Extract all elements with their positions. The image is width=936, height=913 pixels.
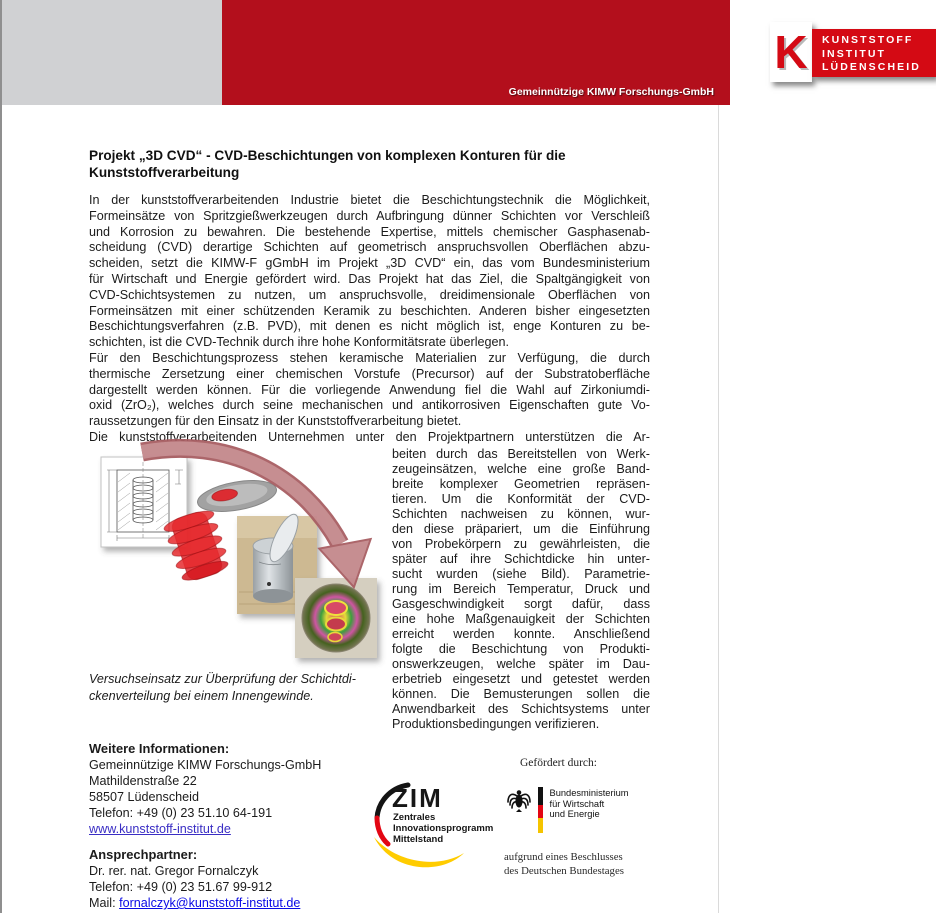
- text-line: In der kunststoffverarbeitenden Industrie bietet die Beschichtungstechnik die Möglichkeit,: [89, 193, 650, 207]
- text-line: dargestellt werden können. Für die vorliegende Anwendung fiel die Wahl auf Zirkoniumdi-: [89, 382, 650, 397]
- k-letter: K: [774, 26, 808, 78]
- ministry-logo: [506, 786, 629, 833]
- header-red-band: [222, 0, 921, 105]
- text-line: den diese präpariert, um die Einführung: [392, 522, 650, 536]
- address-line: 58507 Lüdenscheid: [89, 790, 199, 804]
- contact-heading: Ansprechpartner:: [89, 847, 198, 862]
- info-address: [89, 757, 389, 821]
- logo-line: KUNSTSTOFF: [822, 34, 914, 46]
- text-line: Beschichtungsverfahren (z.B. PVD), mit denen es nicht möglich ist, enge Konturen zu be-: [89, 319, 650, 334]
- kimw-logo-wordmark: [812, 29, 936, 77]
- text-line: Schichten nachweisen zu können, wur-: [392, 507, 650, 521]
- zim-line: Mittelstand: [393, 834, 444, 845]
- text-line: schichten, ist die CVD-Technik durch ihre hohe Konformitätsrate überlegen.: [89, 335, 510, 350]
- bundestag-line: des Deutschen Bundestages: [504, 864, 624, 877]
- caption-line: Versuchseinsatz zur Überprüfung der Schichtdi-: [89, 672, 356, 686]
- website-link[interactable]: www.kunststoff-institut.de: [89, 822, 231, 836]
- text-line: zeugeinsätzen, welche eine große Band-: [392, 462, 650, 476]
- zim-line: Zentrales: [393, 812, 436, 823]
- caption-line: ckenverteilung bei einem Innengewinde.: [89, 688, 314, 703]
- text-line: von Probekörpern zu gewährleisten, die: [392, 537, 650, 551]
- funding-label: Gefördert durch:: [520, 757, 597, 769]
- text-line: können. Die Bemusterungen sollen die: [392, 687, 650, 701]
- figure-collage: [87, 434, 399, 677]
- text-line: rung im Bereich Temperatur, Druck und: [392, 582, 650, 596]
- text-line: für Wirtschaft und Energie gefördert wird. Das Projekt hat das Ziel, die Spaltgängigkeit von: [89, 271, 650, 286]
- contact-line: Dr. rer. nat. Gregor Fornalczyk: [89, 864, 259, 878]
- text-line: folgte die Beschichtung von Produkti-: [392, 642, 650, 656]
- text-line: tieren. Um die Konformität der CVD-: [392, 492, 650, 506]
- text-line: später auf ihre Schichtdicke hin unter-: [392, 552, 650, 566]
- address-line: Telefon: +49 (0) 23 51.10 64-191: [89, 806, 273, 820]
- intro-paragraph: [89, 193, 650, 351]
- info-heading: Weitere Informationen:: [89, 741, 230, 756]
- text-line: beiten durch das Bereitstellen von Werk-: [392, 447, 650, 461]
- bundesadler-eagle-icon: [506, 786, 532, 812]
- figure-caption: [89, 671, 419, 704]
- text-line: breite komplexer Geometrien repräsen-: [392, 477, 650, 491]
- ministry-line: und Energie: [549, 809, 600, 820]
- text-line: erreicht werden konnte. Anschließend: [392, 627, 650, 641]
- contact-person: [89, 863, 389, 895]
- zim-acronym: ZIM: [392, 783, 443, 813]
- bundestag-note: [504, 851, 624, 879]
- german-flag-bar: [538, 787, 543, 833]
- ministry-wordmark: [550, 786, 629, 820]
- text-line: scheidung (CVD) derartige Schichten auf geometrisch anspruchsvollen Oberflächen abzu-: [89, 240, 650, 255]
- mail-label: Mail:: [89, 896, 120, 910]
- mail-link[interactable]: fornalczyk@kunststoff-institut.de: [119, 896, 301, 910]
- page-right-edge: [718, 105, 719, 913]
- header-gray-band: [2, 0, 222, 105]
- address-line: Gemeinnützige KIMW Forschungs-GmbH: [89, 758, 322, 772]
- kimw-logo-k-box: [770, 22, 812, 82]
- bundestag-line: aufgrund eines Beschlusses: [504, 851, 623, 863]
- text-line: CVD-Schichtsystemen zu nutzen, um anspruchsvolle, dreidimensionale Oberflächen von: [89, 287, 650, 302]
- process-paragraph: [89, 351, 650, 430]
- zim-line: Innovationsprogramm: [393, 823, 494, 834]
- coating-disc-image: [295, 578, 377, 658]
- logo-line: LÜDENSCHEID: [822, 61, 921, 73]
- text-line: scheiden, setzt die KIMW-F gGmbH im Projekt „3D CVD“ ein, das vom Bundesministerium: [89, 256, 650, 271]
- ministry-line: für Wirtschaft: [549, 798, 605, 809]
- text-line: erbetrieb eingesetzt und getestet werden: [392, 672, 650, 686]
- zim-logo: [364, 779, 494, 884]
- text-line: Gasgeschwindigkeit sorgt dafür, dass: [392, 597, 650, 611]
- text-line: oxid (ZrO₂), welches durch seine mechanischen und antikorrosiven Eigenschaften gute Vo-: [89, 398, 650, 413]
- logo-subtitle: Gemeinnützige KIMW Forschungs-GmbH: [508, 86, 714, 98]
- text-line: Produktionsbedingungen verifizieren.: [392, 717, 600, 731]
- text-line: Anwendbarkeit des Schichtsystems unter: [392, 702, 650, 716]
- text-line: und Korrosion zu bewahren. Die bestehende Expertise, mittels chemischer Gasphasenab-: [89, 224, 650, 239]
- text-line: Formeinsätzen mit einer schützenden Keramik zu beschichten. Anderen bisher eingesetzten: [89, 303, 650, 318]
- text-line: Für den Beschichtungsprozess stehen keramische Materialien zur Verfügung, die durch: [89, 351, 650, 365]
- contact-line: Telefon: +49 (0) 23 51.67 99-912: [89, 880, 273, 894]
- text-line: onswerkzeugen, welche später im Dau-: [392, 657, 650, 671]
- text-line: raussetzungen für den Einsatz in der Kunststoffverarbeitung bietet.: [89, 414, 462, 429]
- text-line: thermische Zersetzung einer chemischen Vorstufe (Precursor) auf der Substratoberfläche: [89, 366, 650, 381]
- ministry-line: Bundesministerium: [549, 788, 629, 798]
- page-title: Projekt „3D CVD“ - CVD-Beschichtungen von komplexen Konturen für die Kunststoffverarbeitung: [89, 148, 566, 180]
- address-line: Mathildenstraße 22: [89, 774, 197, 788]
- logo-line: INSTITUT: [822, 47, 887, 60]
- contact-block: [89, 741, 389, 911]
- text-line: eine hohe Maßgenauigkeit der Schichten: [392, 612, 650, 626]
- text-line: Die kunststoffverarbeitenden Unternehmen unter den Projektpartnern unterstützen die Ar-: [89, 430, 650, 444]
- text-line: sucht wurden (siehe Bild). Parametrie-: [392, 567, 650, 581]
- text-line: Formeinsätze von Spritzgießwerkzeugen durch Aufbringung dünner Schichten vor Verschleiß: [89, 208, 650, 223]
- right-column-paragraph: [392, 447, 650, 732]
